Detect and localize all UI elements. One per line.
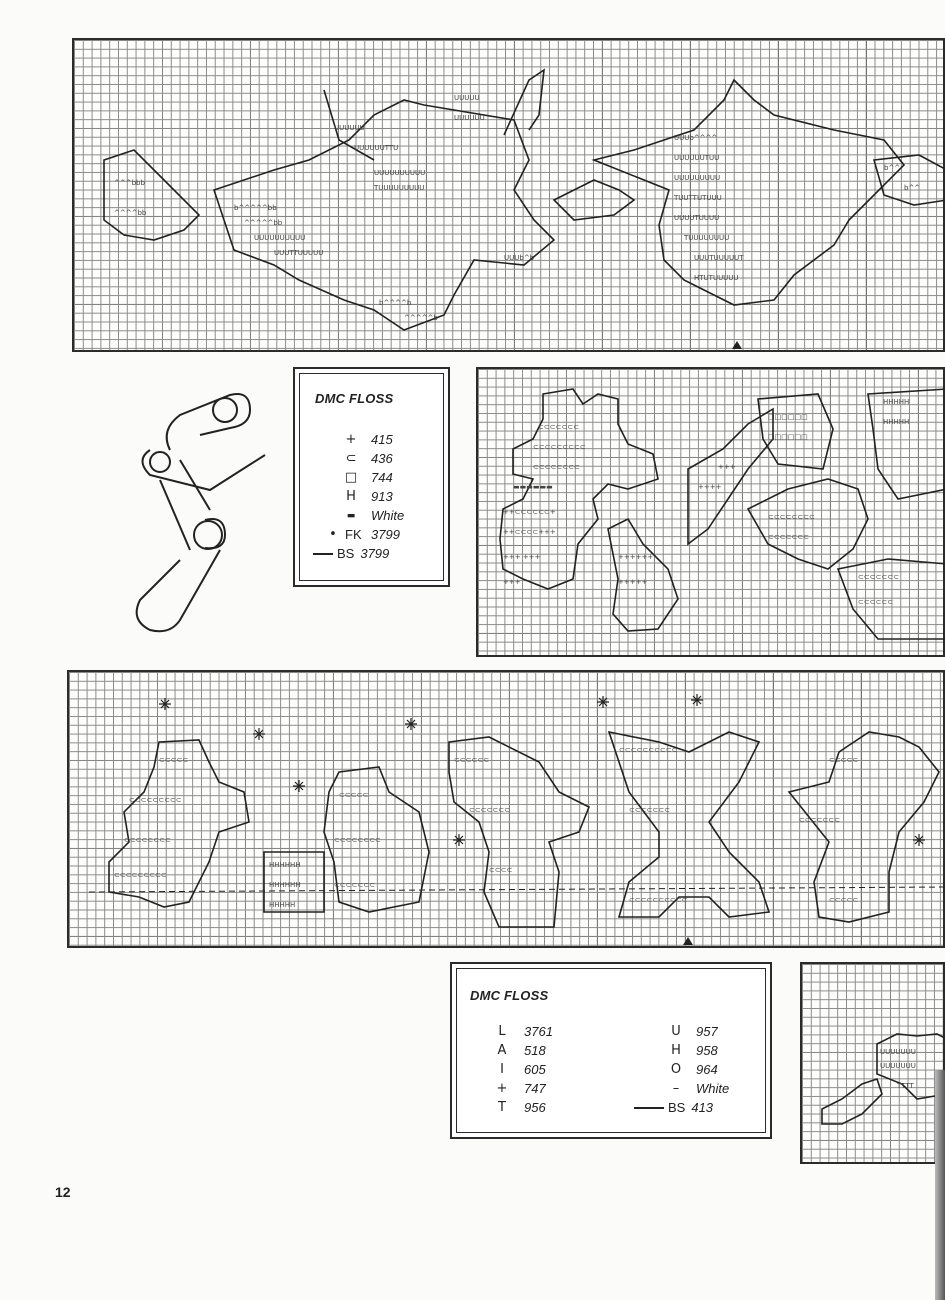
svg-text:b^^^^^bb: b^^^^^bb <box>234 204 277 212</box>
center-marker <box>732 341 742 349</box>
bears-strip-motif <box>69 672 945 950</box>
legend-2-row <box>492 1024 553 1039</box>
legend-1-code: 436 <box>371 451 393 466</box>
svg-text:UUUb^^^^: UUUb^^^^ <box>674 134 718 142</box>
svg-text:⊂⊂⊂⊂: ⊂⊂⊂⊂ <box>489 866 513 874</box>
svg-text:++⊂⊂⊂⊂+++: ++⊂⊂⊂⊂+++ <box>503 528 556 536</box>
svg-text:^^^bbb: ^^^bbb <box>114 179 145 187</box>
legend-1-symbol: ⊂ <box>345 451 357 466</box>
svg-text:^^^^bb: ^^^^bb <box>114 209 147 217</box>
svg-text:UUUUUUUUUU: UUUUUUUUUU <box>374 169 426 177</box>
legend-1-prefix: FK <box>345 527 362 542</box>
legend-2-code: 3761 <box>524 1024 553 1039</box>
legend-2-code: 957 <box>696 1024 718 1039</box>
svg-text:⊂⊂⊂⊂⊂⊂⊂: ⊂⊂⊂⊂⊂⊂⊂ <box>469 806 511 814</box>
backstitch-line-icon <box>634 1107 664 1109</box>
legend-2-code: 413 <box>691 1100 714 1115</box>
legend-2-row <box>666 1043 718 1058</box>
svg-text:+++: +++ <box>503 578 521 586</box>
legend-2-code: 747 <box>524 1081 546 1096</box>
svg-text:⊂⊂⊂⊂⊂⊂⊂: ⊂⊂⊂⊂⊂⊂⊂ <box>768 533 810 541</box>
svg-text:□□□□□□: □□□□□□ <box>768 413 808 421</box>
legend-1-title: DMC FLOSS <box>315 391 394 406</box>
legend-2-row <box>666 1062 718 1077</box>
svg-text:HHHHHH: HHHHHH <box>269 881 301 889</box>
legend-2-code: 518 <box>524 1043 546 1058</box>
legend-box-2 <box>450 962 772 1139</box>
legend-box-1 <box>293 367 450 587</box>
svg-text:^^^^^b: ^^^^^b <box>404 314 438 322</box>
svg-text:⊂⊂⊂⊂⊂⊂⊂: ⊂⊂⊂⊂⊂⊂⊂ <box>538 423 580 431</box>
legend-1-code: 744 <box>371 470 393 485</box>
legend-1-prefix: BS <box>337 546 355 561</box>
svg-text:UUUUUUU: UUUUUUU <box>880 1062 916 1070</box>
svg-text:b^^: b^^ <box>904 184 921 192</box>
legend-2-code: 605 <box>524 1062 546 1077</box>
legend-1-row <box>325 527 400 542</box>
legend-1-symbol: + <box>345 432 357 447</box>
svg-text:UUUb^b: UUUb^b <box>504 254 535 262</box>
svg-text:HHHHH: HHHHH <box>883 398 910 406</box>
legend-2-symbol: + <box>496 1081 508 1096</box>
svg-text:UUUUUUUUUU: UUUUUUUUUU <box>254 234 306 242</box>
svg-text:⊂⊂⊂⊂⊂⊂⊂⊂: ⊂⊂⊂⊂⊂⊂⊂⊂ <box>533 463 580 471</box>
safety-pins-illustration <box>120 380 280 650</box>
fish-motif <box>74 40 945 354</box>
svg-text:⊂⊂⊂⊂⊂⊂⊂: ⊂⊂⊂⊂⊂⊂⊂ <box>858 573 900 581</box>
svg-text:⊂⊂⊂⊂⊂⊂⊂⊂: ⊂⊂⊂⊂⊂⊂⊂⊂ <box>124 836 171 844</box>
legend-1-row <box>341 508 404 523</box>
legend-2-row <box>492 1062 546 1077</box>
svg-text:⊂⊂⊂⊂⊂⊂⊂⊂⊂: ⊂⊂⊂⊂⊂⊂⊂⊂⊂ <box>129 796 182 804</box>
center-marker <box>683 937 693 945</box>
svg-text:UUUUUUU: UUUUUUU <box>880 1048 916 1056</box>
page-edge-shadow <box>935 1070 945 1300</box>
svg-text:++++++: ++++++ <box>618 553 654 561</box>
legend-1-symbol: ▬ <box>346 510 356 521</box>
svg-text:TTTT: TTTT <box>897 1082 914 1090</box>
legend-2-row <box>634 1100 713 1115</box>
svg-text:^^^^^bb: ^^^^^bb <box>244 219 283 227</box>
legend-2-row <box>666 1081 729 1096</box>
legend-2-row <box>492 1043 546 1058</box>
legend-2-symbol: U <box>671 1024 681 1039</box>
legend-1-row <box>341 451 393 466</box>
svg-text:⊂⊂⊂⊂⊂⊂: ⊂⊂⊂⊂⊂⊂ <box>858 598 894 606</box>
legend-2-row <box>492 1100 546 1115</box>
legend-2-symbol: L <box>498 1024 506 1039</box>
legend-1-code: 3799 <box>360 546 390 561</box>
svg-text:TUUTTUTUUU: TUUTTUTUUU <box>674 194 722 202</box>
svg-text:b^^^^b: b^^^^b <box>379 299 412 307</box>
teddy-bear-motif <box>478 369 945 659</box>
chart-grid-top <box>72 38 945 352</box>
chart-grid-small <box>800 962 945 1164</box>
svg-text:UUUTUUUUUT: UUUTUUUUUT <box>694 254 744 262</box>
svg-text:⊂⊂⊂⊂⊂: ⊂⊂⊂⊂⊂ <box>829 756 859 764</box>
svg-text:TUUUUUUUUU: TUUUUUUUUU <box>374 184 425 192</box>
legend-2-symbol: H <box>671 1043 681 1058</box>
svg-text:⊂⊂⊂⊂⊂⊂: ⊂⊂⊂⊂⊂⊂ <box>454 756 490 764</box>
legend-2-code: 958 <box>696 1043 718 1058</box>
svg-text:+++++: +++++ <box>618 578 648 586</box>
svg-text:TUUUUUUUU: TUUUUUUUU <box>684 234 730 242</box>
svg-text:⊂⊂⊂⊂⊂⊂⊂: ⊂⊂⊂⊂⊂⊂⊂ <box>799 816 841 824</box>
svg-text:b^^: b^^ <box>884 164 901 172</box>
svg-text:+++ +++: +++ +++ <box>503 553 541 561</box>
svg-text:HHHHH: HHHHH <box>883 418 910 426</box>
svg-text:⊂⊂⊂⊂⊂: ⊂⊂⊂⊂⊂ <box>159 756 189 764</box>
svg-text:⊂⊂⊂⊂⊂⊂⊂⊂: ⊂⊂⊂⊂⊂⊂⊂⊂ <box>768 513 815 521</box>
svg-text:++⊂⊂⊂⊂⊂⊂+: ++⊂⊂⊂⊂⊂⊂+ <box>503 508 556 516</box>
legend-1-row <box>341 470 393 485</box>
svg-text:⊂⊂⊂⊂⊂⊂⊂: ⊂⊂⊂⊂⊂⊂⊂ <box>629 806 671 814</box>
svg-text:++++: ++++ <box>698 483 722 491</box>
legend-1-code: 3799 <box>371 527 400 542</box>
svg-text:HHHHH: HHHHH <box>269 901 296 909</box>
legend-2-symbol: T <box>498 1100 506 1115</box>
legend-2-symbol: O <box>670 1062 682 1077</box>
chart-grid-middle <box>476 367 945 657</box>
svg-text:HHHHHH: HHHHHH <box>269 861 301 869</box>
svg-text:⊂⊂⊂⊂⊂⊂⊂⊂⊂⊂: ⊂⊂⊂⊂⊂⊂⊂⊂⊂⊂ <box>629 896 688 904</box>
svg-text:□□□□□□: □□□□□□ <box>768 433 808 441</box>
svg-text:⊂⊂⊂⊂⊂⊂⊂⊂⊂: ⊂⊂⊂⊂⊂⊂⊂⊂⊂ <box>533 443 586 451</box>
backstitch-line-icon <box>313 553 333 555</box>
svg-text:⊂⊂⊂⊂⊂: ⊂⊂⊂⊂⊂ <box>829 896 859 904</box>
legend-2-row <box>492 1081 546 1096</box>
legend-2-symbol: – <box>672 1081 680 1096</box>
legend-2-code: 964 <box>696 1062 718 1077</box>
legend-1-symbol: H <box>346 489 356 504</box>
legend-2-prefix: BS <box>668 1100 686 1115</box>
legend-2-symbol: I <box>500 1062 504 1077</box>
legend-2-row <box>666 1024 718 1039</box>
svg-text:UUUUUUTTU: UUUUUUTTU <box>354 144 399 152</box>
svg-text:+++: +++ <box>718 463 736 471</box>
svg-text:▬▬▬▬▬▬: ▬▬▬▬▬▬ <box>513 483 553 491</box>
svg-text:UUUTTUUUUU: UUUTTUUUUU <box>274 249 324 257</box>
legend-1-code: 415 <box>371 432 393 447</box>
chart-grid-bottom <box>67 670 945 948</box>
svg-text:UUUUUU: UUUUUU <box>454 114 485 122</box>
svg-text:UUUUTUUUU: UUUUTUUUU <box>674 214 720 222</box>
svg-text:⊂⊂⊂⊂⊂⊂⊂⊂: ⊂⊂⊂⊂⊂⊂⊂⊂ <box>334 836 381 844</box>
page-number: 12 <box>55 1184 71 1200</box>
legend-2-symbol: A <box>497 1043 507 1058</box>
svg-text:UUUUU: UUUUU <box>454 94 480 102</box>
svg-text:UUUUUUUUU: UUUUUUUUU <box>674 174 721 182</box>
legend-2-code: White <box>696 1081 730 1096</box>
svg-text:UUUUUU: UUUUUU <box>334 124 365 132</box>
svg-text:⊂⊂⊂⊂⊂⊂⊂⊂⊂: ⊂⊂⊂⊂⊂⊂⊂⊂⊂ <box>114 871 167 879</box>
svg-text:⊂⊂⊂⊂⊂⊂⊂⊂⊂⊂: ⊂⊂⊂⊂⊂⊂⊂⊂⊂⊂ <box>619 746 678 754</box>
legend-2-code: 956 <box>524 1100 546 1115</box>
svg-text:⊂⊂⊂⊂⊂⊂⊂: ⊂⊂⊂⊂⊂⊂⊂ <box>334 881 376 889</box>
svg-text:UUUUUUTUU: UUUUUUTUU <box>674 154 720 162</box>
svg-text:⊂⊂⊂⊂⊂: ⊂⊂⊂⊂⊂ <box>339 791 369 799</box>
small-motif <box>802 964 945 1166</box>
legend-1-symbol: □ <box>344 470 358 485</box>
legend-1-symbol: • <box>329 527 337 542</box>
legend-1-code: 913 <box>371 489 393 504</box>
legend-1-row <box>341 432 393 447</box>
legend-2-title: DMC FLOSS <box>470 988 549 1003</box>
legend-1-code: White <box>371 508 405 523</box>
legend-1-row <box>341 489 393 504</box>
legend-1-row <box>313 546 389 561</box>
svg-text:HTUTUUUUU: HTUTUUUUU <box>694 274 739 282</box>
